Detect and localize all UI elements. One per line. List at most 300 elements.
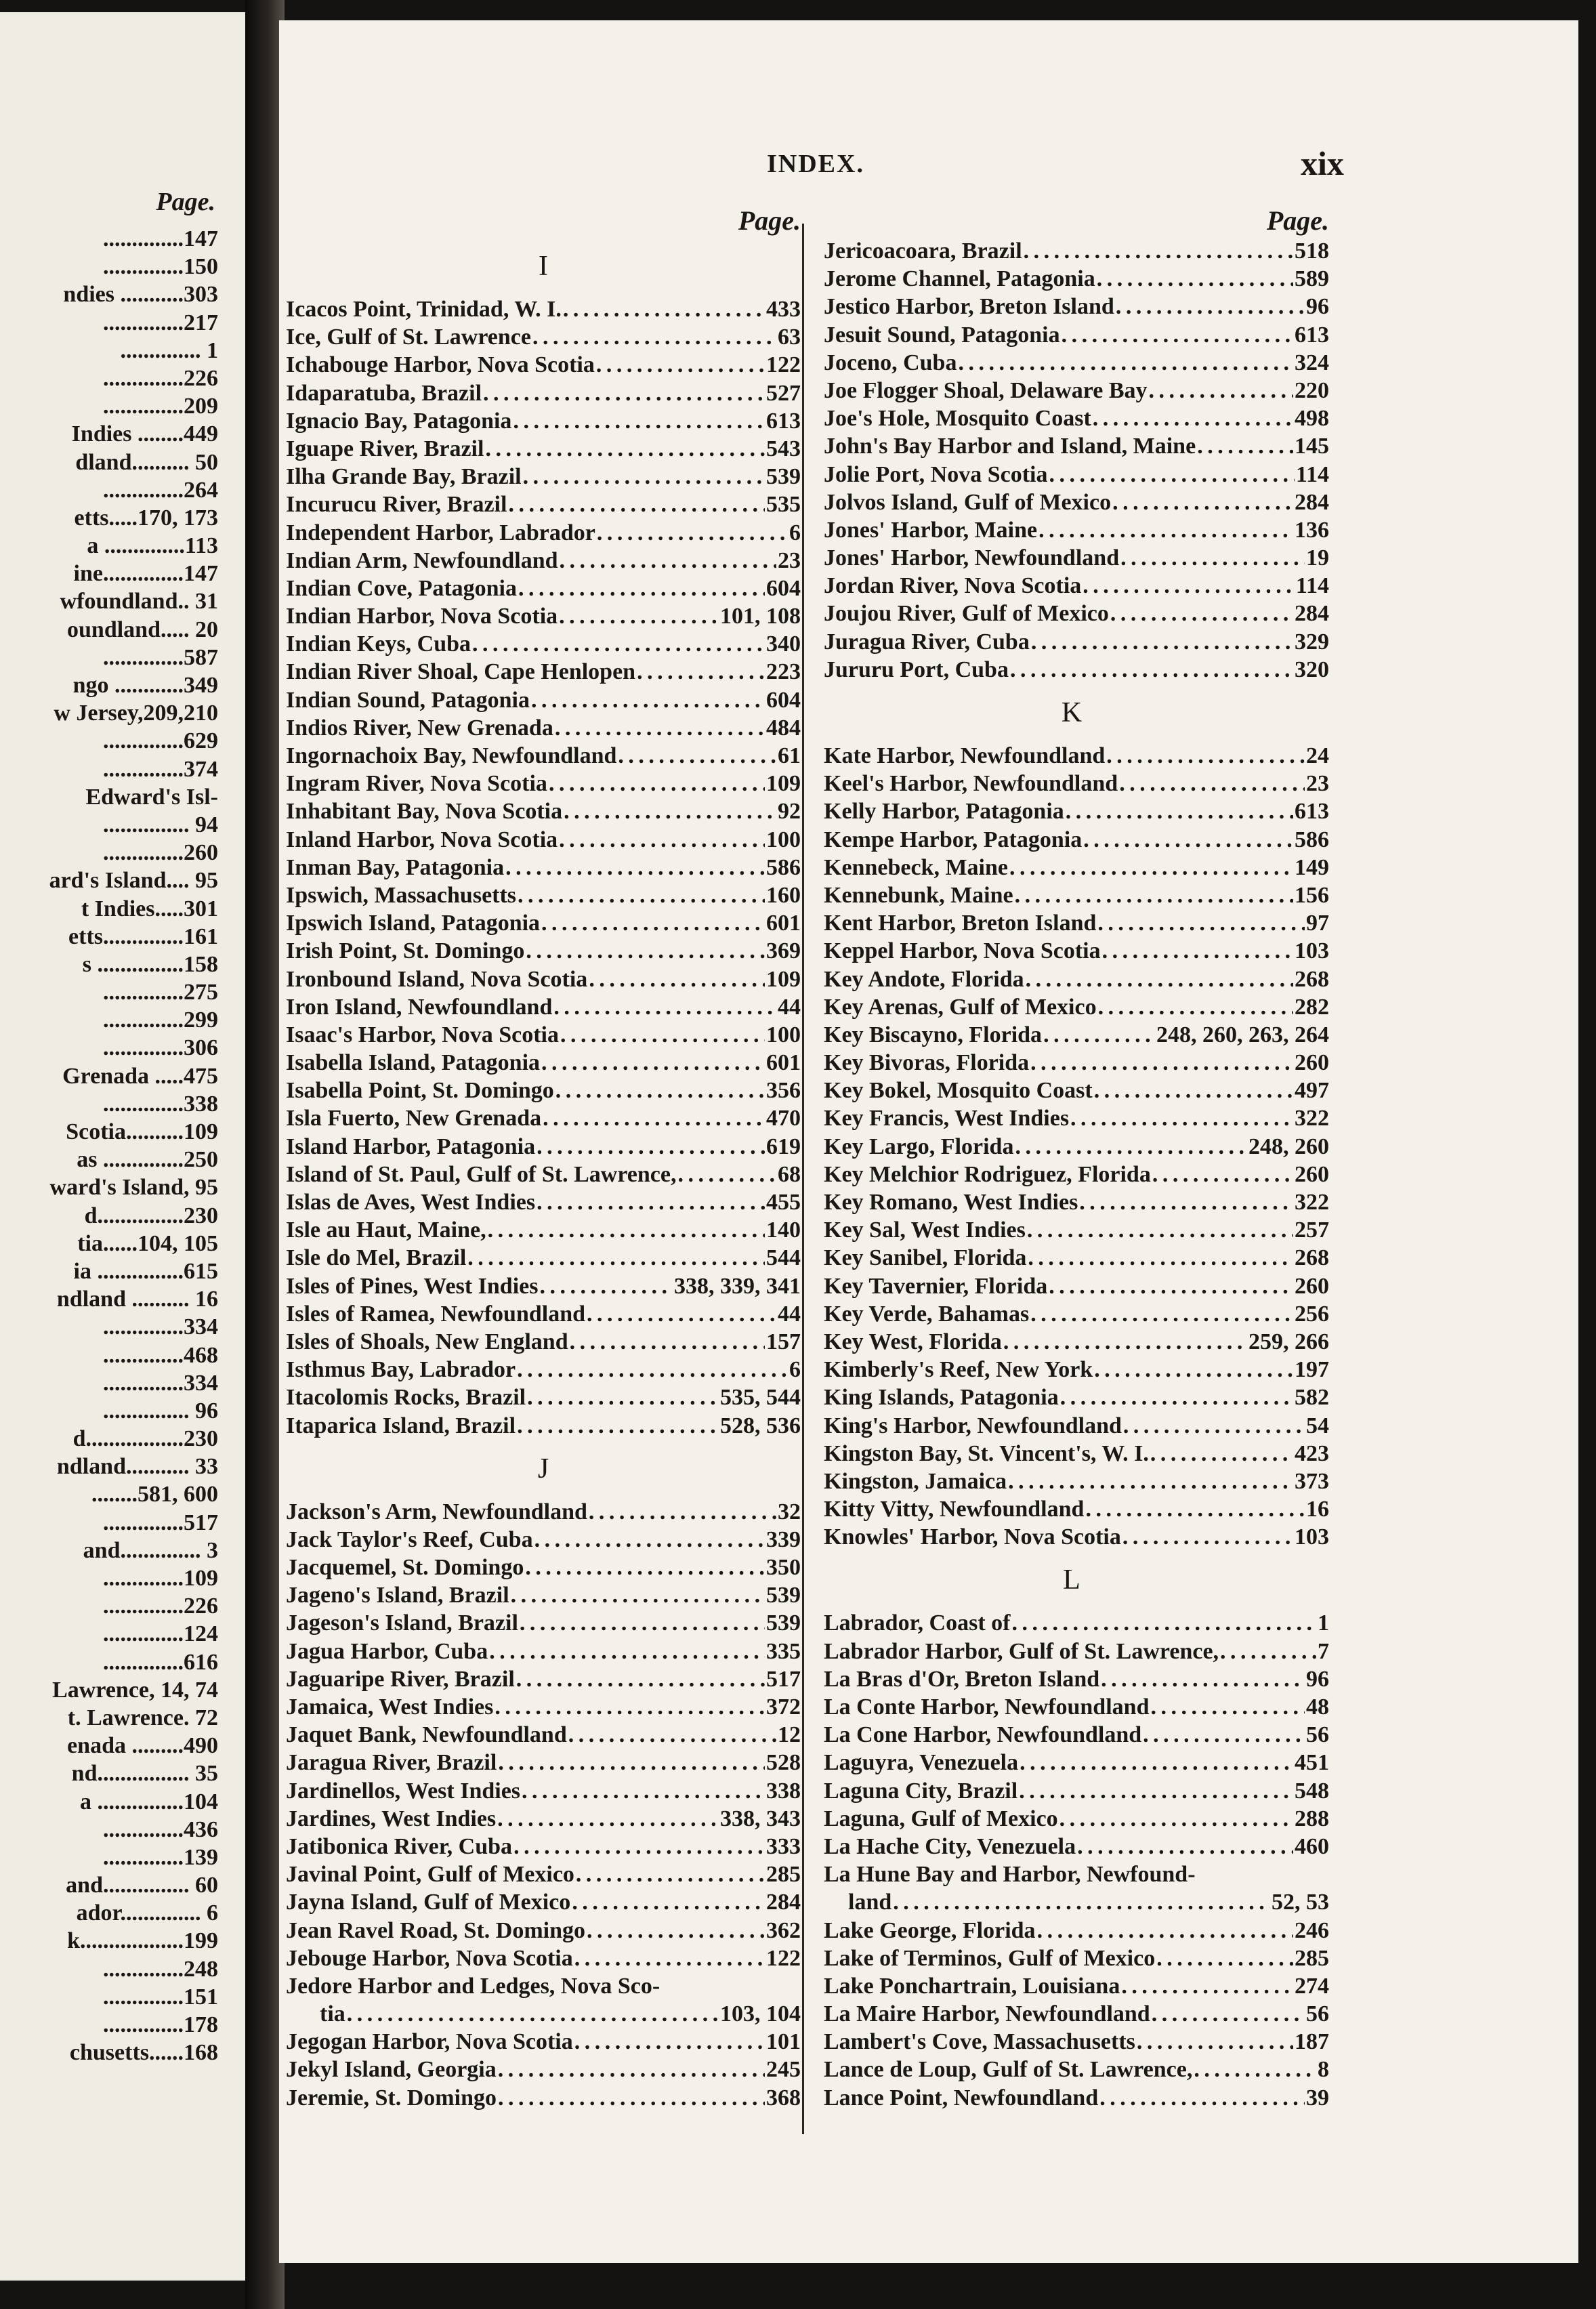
entry-pages: 470: [766, 1106, 801, 1131]
facing-page-line: enada .........490: [67, 1733, 218, 1759]
index-entry: [807, 854, 1336, 881]
dot-leader: [1123, 1412, 1305, 1440]
entry-pages: 613: [766, 408, 801, 434]
entry-pages: 601: [766, 911, 801, 936]
index-entry: [807, 1216, 1336, 1244]
dot-leader: [564, 797, 776, 825]
entry-name: Key Tavernier, Florida: [824, 1273, 1048, 1299]
index-entry: [279, 602, 807, 630]
index-entry: [279, 1244, 807, 1272]
index-entry: [807, 1944, 1336, 1972]
entry-pages: 517: [766, 1666, 801, 1692]
index-entry: [279, 519, 807, 547]
dot-leader: [1012, 1609, 1317, 1637]
entry-pages: 333: [766, 1833, 801, 1859]
dot-leader: [568, 1721, 776, 1749]
entry-pages: 335: [766, 1638, 801, 1664]
entry-name: Key Romano, West Indies: [824, 1190, 1078, 1215]
dot-leader: [495, 1693, 765, 1721]
entry-name: Isle do Mel, Brazil: [286, 1245, 467, 1271]
dot-leader: [1037, 1917, 1293, 1944]
index-entry: [807, 1693, 1336, 1721]
section-letter: L: [1063, 1564, 1080, 1596]
entry-name: Lake George, Florida: [824, 1917, 1036, 1943]
dot-leader: [1110, 600, 1293, 627]
index-entry: [279, 1581, 807, 1609]
entry-pages: 460: [1295, 1833, 1329, 1859]
dot-leader: [526, 937, 765, 965]
facing-page-line: t. Lawrence. 72: [67, 1705, 218, 1730]
facing-page-line: ward's Island, 95: [49, 1175, 218, 1201]
index-entry: [279, 1749, 807, 1776]
dot-leader: [589, 965, 765, 993]
entry-pages: 56: [1306, 1722, 1329, 1748]
facing-page-line: dland.......... 50: [75, 449, 218, 475]
index-entry: [279, 1049, 807, 1077]
entry-name: Laguna, Gulf of Mexico: [824, 1806, 1058, 1831]
entry-name: Isles of Ramea, Newfoundland: [286, 1301, 586, 1327]
entry-pages: 285: [1295, 1945, 1329, 1971]
dot-leader: [1149, 377, 1293, 404]
entry-pages: 350: [766, 1555, 801, 1581]
dot-leader: [347, 2000, 719, 2028]
dot-leader: [587, 1917, 765, 1944]
entry-name: Jebouge Harbor, Nova Scotia: [286, 1945, 573, 1971]
entry-name: Isles of Pines, West Indies: [286, 1273, 539, 1299]
facing-page-line: ..............150: [103, 254, 218, 280]
index-entry: [279, 826, 807, 854]
dot-leader: [1085, 1495, 1305, 1523]
entry-pages: 68: [778, 1161, 801, 1187]
facing-page-lines: [0, 225, 218, 2066]
entry-pages: 101, 108: [720, 604, 801, 629]
facing-page-line: Scotia..........109: [66, 1119, 218, 1144]
dot-leader: [1152, 2000, 1305, 2028]
dot-leader: [1106, 742, 1305, 770]
entry-name: Joujou River, Gulf of Mexico: [824, 601, 1109, 627]
index-entry: [807, 1721, 1336, 1749]
dot-leader: [472, 630, 765, 658]
index-entry: [807, 1272, 1336, 1300]
entry-name: Ipswich, Massachusetts: [286, 882, 517, 908]
facing-page-line: ia ...............615: [73, 1258, 218, 1284]
entry-name: Ironbound Island, Nova Scotia: [286, 966, 588, 992]
dot-leader: [1101, 1665, 1305, 1693]
entry-pages: 544: [766, 1245, 801, 1271]
entry-pages: 54: [1306, 1413, 1329, 1438]
index-entry: [279, 295, 807, 323]
index-entry: [807, 1133, 1336, 1161]
entry-pages: 518: [1295, 238, 1329, 264]
entry-pages: 187: [1295, 2029, 1329, 2055]
index-entry: [807, 1523, 1336, 1551]
entry-name: La Bras d'Or, Breton Island: [824, 1666, 1100, 1692]
entry-pages: 423: [1295, 1440, 1329, 1466]
dot-leader: [589, 1498, 776, 1526]
index-entry: [279, 1412, 807, 1440]
dot-leader: [527, 1384, 719, 1411]
dot-leader: [597, 519, 788, 547]
index-entry: [807, 1638, 1336, 1665]
index-entry: [279, 2056, 807, 2083]
entry-name: Kennebeck, Maine: [824, 854, 1008, 880]
facing-page-line: ard's Island.... 95: [49, 868, 218, 894]
entry-pages: 52, 53: [1272, 1890, 1329, 1915]
dot-leader: [1038, 516, 1293, 544]
entry-name: Jururu Port, Cuba: [824, 657, 1009, 682]
entry-name: La Hache City, Venezuela: [824, 1833, 1076, 1859]
entry-name: Jaquet Bank, Newfoundland: [286, 1722, 567, 1748]
facing-page-line: ..............436: [103, 1816, 218, 1842]
entry-name: Indian Keys, Cuba: [286, 631, 471, 657]
dot-leader: [1120, 544, 1305, 572]
entry-pages: 535: [766, 492, 801, 518]
dot-leader: [1093, 404, 1293, 432]
facing-page-line: wfoundland.. 31: [60, 589, 218, 615]
index-entry: [279, 1777, 807, 1805]
entry-pages: 259, 266: [1248, 1329, 1329, 1354]
entry-name: Indian Harbor, Nova Scotia: [286, 604, 558, 629]
index-entry: [279, 575, 807, 602]
facing-page-line: w Jersey,209,210: [54, 701, 218, 726]
entry-pages: 97: [1306, 911, 1329, 936]
entry-name: Jekyl Island, Georgia: [286, 2057, 497, 2083]
dot-leader: [596, 351, 765, 379]
entry-pages: 246: [1295, 1917, 1329, 1943]
entry-name: Ipswich Island, Patagonia: [286, 911, 541, 936]
entry-pages: 324: [1295, 350, 1329, 375]
dot-leader: [1077, 1833, 1293, 1860]
dot-leader: [1098, 993, 1293, 1021]
entry-name: Kitty Vitty, Newfoundland: [824, 1497, 1085, 1522]
entry-pages: 604: [766, 687, 801, 713]
column-rule: [802, 224, 804, 2134]
entry-name: Kate Harbor, Newfoundland: [824, 743, 1106, 768]
facing-page-label: Page.: [156, 188, 215, 216]
dot-leader: [518, 881, 765, 909]
entry-pages: 114: [1295, 573, 1329, 599]
entry-pages: 601: [766, 1050, 801, 1076]
entry-name: Ignacio Bay, Patagonia: [286, 408, 512, 434]
entry-pages: 257: [1295, 1218, 1329, 1243]
entry-name: Laguyra, Venezuela: [824, 1750, 1019, 1776]
facing-page-line: ..............616: [103, 1649, 218, 1675]
dot-leader: [1070, 1104, 1293, 1132]
entry-pages: 23: [1306, 771, 1329, 797]
entry-name: Jagua Harbor, Cuba: [286, 1638, 488, 1664]
index-entry: [807, 2084, 1336, 2112]
facing-page-line: and............... 60: [66, 1873, 218, 1898]
index-entry: [807, 2028, 1336, 2056]
facing-page-line: ine..............147: [73, 561, 218, 587]
entry-pages: 340: [766, 631, 801, 657]
index-entry: [279, 965, 807, 993]
entry-pages: 109: [766, 966, 801, 992]
dot-leader: [1003, 1328, 1247, 1356]
entry-pages: 613: [1295, 322, 1329, 348]
running-title: INDEX.: [767, 150, 864, 178]
dot-leader: [1015, 1133, 1247, 1161]
entry-name: Isaac's Harbor, Nova Scotia: [286, 1022, 559, 1047]
entry-name: Jesuit Sound, Patagonia: [824, 322, 1060, 348]
entry-name: Key Andote, Florida: [824, 966, 1024, 992]
index-entry: [807, 2000, 1336, 2028]
facing-page-line: s ...............158: [82, 951, 218, 977]
facing-page-line: ..............217: [103, 310, 218, 335]
entry-name: Inhabitant Bay, Nova Scotia: [286, 799, 563, 825]
entry-pages: 527: [766, 380, 801, 406]
dot-leader: [560, 1021, 765, 1049]
entry-name: Joe's Hole, Mosquito Coast: [824, 406, 1091, 432]
entry-pages: 322: [1295, 1106, 1329, 1131]
index-entry: [279, 1860, 807, 1888]
facing-page-line: ..............338: [103, 1091, 218, 1117]
dot-leader: [1102, 937, 1293, 965]
entry-name: Jack Taylor's Reef, Cuba: [286, 1526, 533, 1552]
entry-name: Idaparatuba, Brazil: [286, 380, 482, 406]
entry-pages: 101: [766, 2029, 801, 2055]
entry-pages: 248, 260, 263, 264: [1156, 1022, 1329, 1047]
dot-leader: [677, 1161, 776, 1188]
index-entry: [279, 547, 807, 575]
dot-leader: [549, 770, 765, 797]
index-entry: [279, 1188, 807, 1216]
dot-leader: [531, 686, 765, 714]
index-entry: [807, 1077, 1336, 1104]
dot-leader: [537, 1133, 765, 1161]
facing-page-line: ..............124: [103, 1621, 218, 1647]
entry-pages: 586: [1295, 827, 1329, 852]
index-entry: [807, 1805, 1336, 1833]
entry-name: Island Harbor, Patagonia: [286, 1133, 536, 1159]
index-entry: [279, 854, 807, 881]
entry-pages: 260: [1295, 1050, 1329, 1076]
entry-name: Isabella Island, Patagonia: [286, 1050, 541, 1076]
index-entry: [279, 1104, 807, 1132]
dot-leader: [570, 1328, 765, 1356]
index-entry: [807, 965, 1336, 993]
entry-pages: 96: [1306, 294, 1329, 320]
dot-leader: [1116, 293, 1305, 320]
index-entry: [279, 630, 807, 658]
entry-name: Joceno, Cuba: [824, 350, 957, 375]
entry-pages: 539: [766, 1583, 801, 1608]
index-entry: [807, 1917, 1336, 1944]
index-entry: [807, 1440, 1336, 1468]
index-entry: [279, 323, 807, 351]
entry-name: Independent Harbor, Labrador: [286, 520, 595, 545]
dot-leader: [1015, 881, 1293, 909]
index-entry: [807, 656, 1336, 684]
dot-leader: [1026, 965, 1293, 993]
index-entry: [279, 742, 807, 770]
entry-name: Islas de Aves, West Indies: [286, 1190, 536, 1215]
dot-leader: [1099, 2084, 1305, 2112]
entry-pages: 619: [766, 1133, 801, 1159]
dot-leader: [553, 993, 776, 1021]
dot-leader: [517, 1412, 719, 1440]
facing-page-line: ..............374: [103, 756, 218, 782]
entry-pages: 320: [1295, 657, 1329, 682]
entry-name: Isle au Haut, Maine,: [286, 1218, 486, 1243]
entry-pages: 39: [1306, 2085, 1329, 2110]
index-entry: [807, 293, 1336, 320]
entry-name: Kelly Harbor, Patagonia: [824, 799, 1064, 825]
index-entry: [807, 826, 1336, 854]
index-entry: [279, 686, 807, 714]
facing-page-line: d...............230: [84, 1203, 218, 1228]
entry-pages: 260: [1295, 1273, 1329, 1299]
entry-name: Jageson's Island, Brazil: [286, 1610, 518, 1636]
index-entry: [279, 463, 807, 491]
entry-pages: 368: [766, 2085, 801, 2110]
entry-name: Jackson's Arm, Newfoundland: [286, 1499, 587, 1524]
entry-name: Key West, Florida: [824, 1329, 1002, 1354]
dot-leader: [958, 349, 1293, 377]
index-entry: [807, 1244, 1336, 1272]
index-entry: [279, 2000, 807, 2028]
entry-pages: 455: [766, 1190, 801, 1215]
dot-leader: [541, 909, 765, 937]
dot-leader: [893, 1888, 1270, 1916]
entry-pages: 589: [1295, 266, 1329, 292]
entry-name: King's Harbor, Newfoundland: [824, 1413, 1122, 1438]
entry-pages: 100: [766, 827, 801, 852]
dot-leader: [498, 2084, 765, 2112]
entry-pages: 282: [1295, 994, 1329, 1020]
dot-leader: [1121, 1972, 1293, 2000]
dot-leader: [498, 2056, 765, 2083]
dot-leader: [1027, 1216, 1293, 1244]
index-entry: [807, 628, 1336, 656]
facing-page-line: ..............226: [103, 1594, 218, 1619]
entry-pages: 484: [766, 715, 801, 741]
entry-pages: 274: [1295, 1973, 1329, 1999]
dot-leader: [532, 323, 776, 351]
index-entry: [807, 265, 1336, 293]
dot-leader: [1194, 2056, 1316, 2083]
entry-name: Jayna Island, Gulf of Mexico: [286, 1890, 571, 1915]
index-entry: [807, 461, 1336, 488]
facing-page-line: etts..............161: [68, 923, 218, 949]
dot-leader: [541, 1049, 765, 1077]
facing-page-line: ..............306: [103, 1035, 218, 1061]
entry-pages: 284: [1295, 489, 1329, 515]
index-entry: [279, 1972, 807, 2000]
entry-pages: 6: [789, 1357, 801, 1383]
dot-leader: [560, 547, 776, 575]
entry-name: Jardinellos, West Indies: [286, 1778, 521, 1804]
facing-page-line: ..............178: [103, 2012, 218, 2037]
index-entry: [807, 1749, 1336, 1776]
entry-pages: 604: [766, 575, 801, 601]
index-entry: [807, 572, 1336, 600]
entry-name: Ingornachoix Bay, Newfoundland: [286, 743, 617, 768]
entry-pages: 160: [766, 882, 801, 908]
index-entry: [807, 544, 1336, 572]
facing-page-line: d.................230: [72, 1426, 218, 1452]
facing-page-line: nd................ 35: [71, 1761, 218, 1787]
entry-pages: 528: [766, 1750, 801, 1776]
index-entry: [279, 1554, 807, 1581]
index-entry: [279, 1888, 807, 1916]
entry-name: Jegogan Harbor, Nova Scotia: [286, 2029, 573, 2055]
entry-name: Iron Island, Newfoundland: [286, 994, 553, 1020]
index-entry: [279, 993, 807, 1021]
entry-name: Jones' Harbor, Maine: [824, 517, 1038, 543]
entry-name: Indian Sound, Patagonia: [286, 687, 530, 713]
entry-pages: 96: [1306, 1666, 1329, 1692]
entry-pages: 44: [778, 1301, 801, 1327]
entry-pages: 372: [766, 1694, 801, 1720]
dot-leader: [1024, 237, 1293, 265]
dot-leader: [1019, 1777, 1293, 1805]
entry-pages: 268: [1295, 1245, 1329, 1271]
index-entry: [279, 1021, 807, 1049]
index-entry: [279, 1609, 807, 1637]
entry-pages: 122: [766, 1945, 801, 1971]
facing-page-line: ..............334: [103, 1370, 218, 1396]
entry-pages: 6: [789, 520, 801, 545]
dot-leader: [489, 1638, 765, 1665]
index-entry: [279, 1805, 807, 1833]
entry-pages: 613: [1295, 799, 1329, 825]
entry-pages: 145: [1295, 434, 1329, 459]
facing-page-line: ..............629: [103, 728, 218, 754]
index-entry: [807, 770, 1336, 797]
dot-leader: [1028, 1244, 1293, 1272]
index-entry: [279, 1693, 807, 1721]
index-entry: [279, 351, 807, 379]
dot-leader: [1122, 1523, 1293, 1551]
entry-pages: 16: [1306, 1497, 1329, 1522]
entry-pages: 288: [1295, 1806, 1329, 1831]
entry-pages: 497: [1295, 1078, 1329, 1104]
entry-pages: 136: [1295, 517, 1329, 543]
index-entry: [279, 797, 807, 825]
entry-pages: 197: [1295, 1357, 1329, 1383]
entry-name: Irish Point, St. Domingo: [286, 938, 525, 964]
entry-name: Indian River Shoal, Cape Henlopen: [286, 659, 636, 685]
entry-pages: 548: [1295, 1778, 1329, 1804]
facing-page-line: Grenada .....475: [62, 1063, 218, 1089]
entry-name: Island of St. Paul, Gulf of St. Lawrence,: [286, 1161, 677, 1187]
entry-name: Isabella Point, St. Domingo: [286, 1078, 554, 1104]
entry-pages: 103: [1295, 938, 1329, 964]
index-entry: [279, 1161, 807, 1188]
facing-page-line: ngo ............349: [72, 673, 218, 698]
facing-page-line: ..............248: [103, 1956, 218, 1982]
index-entry: [807, 1412, 1336, 1440]
entry-name: Kimberly's Reef, New York: [824, 1357, 1093, 1383]
entry-name: Key Bokel, Mosquito Coast: [824, 1078, 1093, 1104]
dot-leader: [1094, 1077, 1293, 1104]
index-entry: [279, 1721, 807, 1749]
entry-pages: 12: [778, 1722, 801, 1748]
dot-leader: [637, 658, 765, 686]
entry-pages: 248, 260: [1248, 1133, 1329, 1159]
dot-leader: [518, 575, 765, 602]
facing-page-line: ..............139: [103, 1844, 218, 1870]
index-entry: [279, 1328, 807, 1356]
facing-page-line: ..............109: [103, 1566, 218, 1591]
index-entry: [279, 1638, 807, 1665]
entry-name: Jatibonica River, Cuba: [286, 1833, 513, 1859]
entry-name: Isles of Shoals, New England: [286, 1329, 568, 1354]
entry-pages: 61: [778, 743, 801, 768]
entry-pages: 582: [1295, 1385, 1329, 1411]
index-entry: [807, 797, 1336, 825]
